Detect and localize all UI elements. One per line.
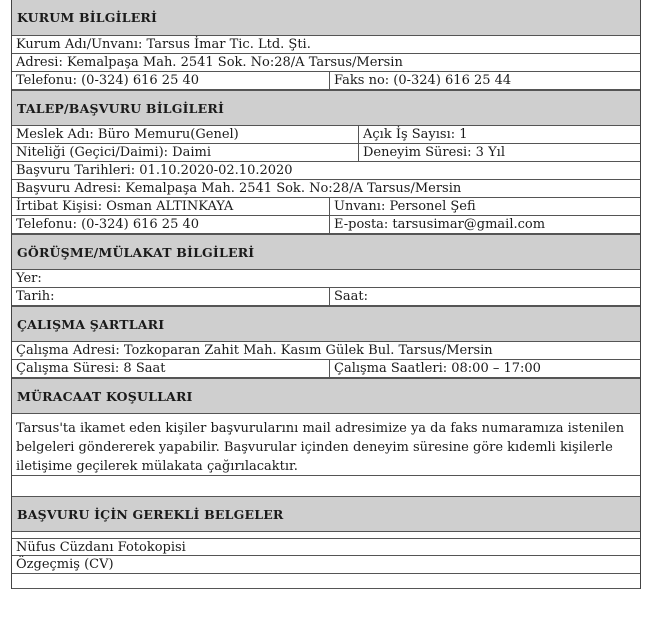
- section-gorusme-header: GÖRÜŞME/MÜLAKAT BİLGİLERİ: [12, 234, 640, 270]
- talep-unvan: Unvanı: Personel Şefi: [329, 198, 640, 215]
- empty-row: [12, 574, 640, 589]
- talep-eposta: E-posta: tarsusimar@gmail.com: [329, 216, 640, 233]
- belge-item: Nüfus Cüzdanı Fotokopisi: [16, 540, 186, 555]
- section-muracaat-header: MÜRACAAT KOŞULLARI: [12, 378, 640, 414]
- job-posting-form: [11, 0, 641, 589]
- gorusme-tarih: Tarih:: [16, 289, 55, 304]
- calisma-saatler: Çalışma Saatleri: 08:00 – 17:00: [329, 360, 640, 377]
- calisma-adres: Çalışma Adresi: Tozkoparan Zahit Mah. Kasım Gülek Bul. Tarsus/Mersin: [16, 343, 493, 358]
- row-gorusme-yer: [12, 270, 640, 288]
- kurum-adres: Adresi: Kemalpaşa Mah. 2541 Sok. No:28/A Tarsus/Mersin: [16, 55, 403, 70]
- calisma-sure: Çalışma Süresi: 8 Saat: [16, 361, 166, 376]
- kurum-telefon: Telefonu: (0-324) 616 25 40: [16, 73, 200, 88]
- talep-niteligi: Niteliği (Geçici/Daimi): Daimi: [16, 145, 211, 160]
- talep-deneyim: Deneyim Süresi: 3 Yıl: [358, 144, 640, 161]
- talep-meslek: Meslek Adı: Büro Memuru(Genel): [16, 127, 239, 142]
- talep-adres: Başvuru Adresi: Kemalpaşa Mah. 2541 Sok. No:28/A Tarsus/Mersin: [16, 181, 462, 196]
- talep-tarihler: Başvuru Tarihleri: 01.10.2020-02.10.2020: [16, 163, 293, 178]
- row-talep-irtibat: [12, 198, 640, 216]
- section-kurum-header: KURUM BİLGİLERİ: [12, 0, 640, 36]
- belge-item: Özgeçmiş (CV): [16, 557, 114, 572]
- row-kurum-adres: [12, 54, 640, 72]
- row-belge-1: [12, 538, 640, 556]
- row-talep-tarihler: [12, 162, 640, 180]
- section-calisma-header: ÇALIŞMA ŞARTLARI: [12, 306, 640, 342]
- row-belge-2: [12, 556, 640, 574]
- section-belgeler-header: BAŞVURU İÇİN GEREKLİ BELGELER: [12, 496, 640, 532]
- row-talep-adres: [12, 180, 640, 198]
- kurum-faks: Faks no: (0-324) 616 25 44: [329, 72, 640, 89]
- row-talep-nitelik: [12, 144, 640, 162]
- row-talep-iletisim: [12, 216, 640, 234]
- talep-acik-is: Açık İş Sayısı: 1: [358, 126, 640, 143]
- gorusme-yer: Yer:: [16, 271, 42, 286]
- section-talep-header: TALEP/BAŞVURU BİLGİLERİ: [12, 90, 640, 126]
- row-kurum-adi: [12, 36, 640, 54]
- talep-telefon: Telefonu: (0-324) 616 25 40: [16, 217, 200, 232]
- row-gorusme-tarih: [12, 288, 640, 306]
- row-calisma-adres: [12, 342, 640, 360]
- gorusme-saat: Saat:: [329, 288, 640, 305]
- row-talep-meslek: [12, 126, 640, 144]
- muracaat-text: Tarsus'ta ikamet eden kişiler başvurularını mail adresimize ya da faks numaramıza istenilen belgeleri göndererek yapabilir. Başvurular içinden deneyim süresine göre kıdemli kişilerle iletişime geçilerek mülakata çağırılacaktır.: [12, 414, 640, 476]
- row-calisma-sure: [12, 360, 640, 378]
- kurum-adi: Kurum Adı/Unvanı: Tarsus İmar Tic. Ltd. Şti.: [16, 37, 311, 52]
- talep-irtibat: İrtibat Kişisi: Osman ALTINKAYA: [16, 199, 234, 214]
- row-kurum-iletisim: [12, 72, 640, 90]
- spacer: [12, 476, 640, 496]
